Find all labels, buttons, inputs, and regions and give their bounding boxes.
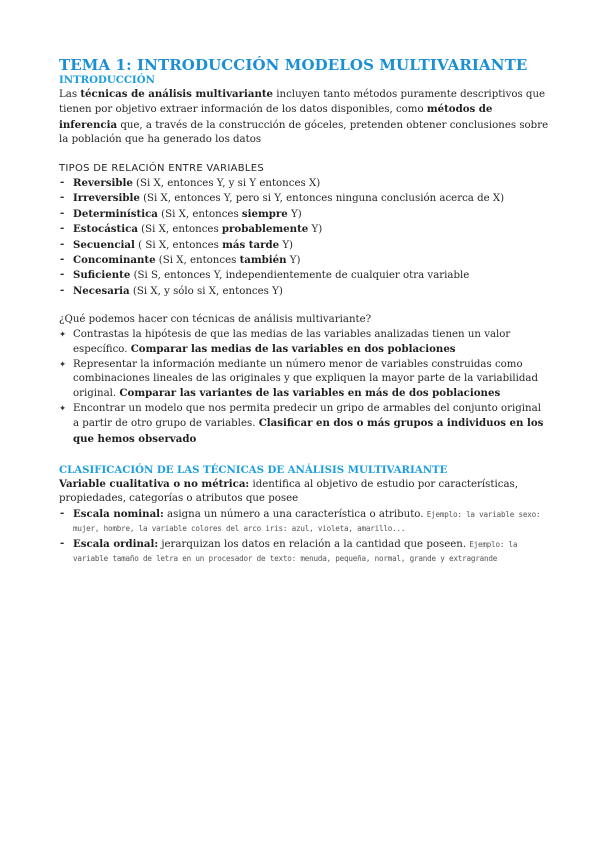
document-title: TEMA 1: INTRODUCCIÓN MODELOS MULTIVARIANTE: [59, 56, 528, 74]
list-item: - Escala nominal: asigna un número a una característica o atributo. Ejemplo: la variable sexo: mujer, hombre, la variable colores del arco iris: azul, violeta, amarillo...: [59, 507, 549, 537]
classification-list: [59, 507, 549, 567]
list-item: - Suficiente (Si S, entonces Y, independientemente de cualquier otra variable: [59, 268, 549, 283]
types-heading: TIPOS DE RELACIÓN ENTRE VARIABLES: [59, 162, 265, 174]
classification-heading: CLASIFICACIÓN DE LAS TÉCNICAS DE ANÁLISIS MULTIVARIANTE: [59, 463, 448, 476]
list-item: - Secuencial ( Si X, entonces más tarde Y): [59, 238, 549, 253]
list-item: - Determinística (Si X, entonces siempre Y): [59, 207, 549, 222]
list-item: ✦ Encontrar un modelo que nos permita predecir un gripo de armables del conjunto original a partir de otro grupo de variables. Clasificar en dos o más grupos a individuos en los que hemos observado: [59, 402, 549, 447]
list-item: - Escala ordinal: jerarquizan los datos en relación a la cantidad que poseen. Ejemplo: la variable tamaño de letra en un procesador de texto: menuda, pequeña, normal, grande y extragrande: [59, 537, 549, 567]
list-item: - Necesaria (Si X, y sólo si X, entonces Y): [59, 284, 549, 299]
list-item: ✦ Contrastas la hipótesis de que las medias de las variables analizadas tienen un valor específico. Comparar las medias de las variables en dos poblaciones: [59, 328, 549, 358]
question-text: ¿Qué podemos hacer con técnicas de análisis multivariante?: [59, 314, 372, 326]
list-item: - Estocástica (Si X, entonces probablemente Y): [59, 222, 549, 237]
classification-lead: Variable cualitativa o no métrica: identifica al objetivo de estudio por características, propiedades, categorías o atributos que posee: [59, 477, 518, 505]
question-list: [59, 328, 549, 447]
intro-heading: INTRODUCCIÓN: [59, 74, 155, 86]
types-list: [59, 176, 549, 299]
intro-paragraph: Las técnicas de análisis multivariante incluyen tanto métodos puramente descriptivos que tienen por objetivo extraer información de los datos disponibles, como métodos de inferencia que, a través de la construcción de góceles, pretenden obtener conclusiones sobre la población que ha generado los datos: [59, 88, 549, 146]
list-item: - Reversible (Si X, entonces Y, y si Y entonces X): [59, 176, 549, 191]
list-item: - Concominante (Si X, entonces también Y): [59, 253, 549, 268]
list-item: - Irreversible (Si X, entonces Y, pero si Y, entonces ninguna conclusión acerca de X): [59, 191, 549, 206]
document-page: [59, 56, 549, 566]
list-item: ✦ Representar la información mediante un número menor de variables construidas como combinaciones lineales de las originales y que expliquen la mayor parte de la variabilidad original. Comparar las variantes de las variables en más de dos poblaciones: [59, 358, 549, 402]
